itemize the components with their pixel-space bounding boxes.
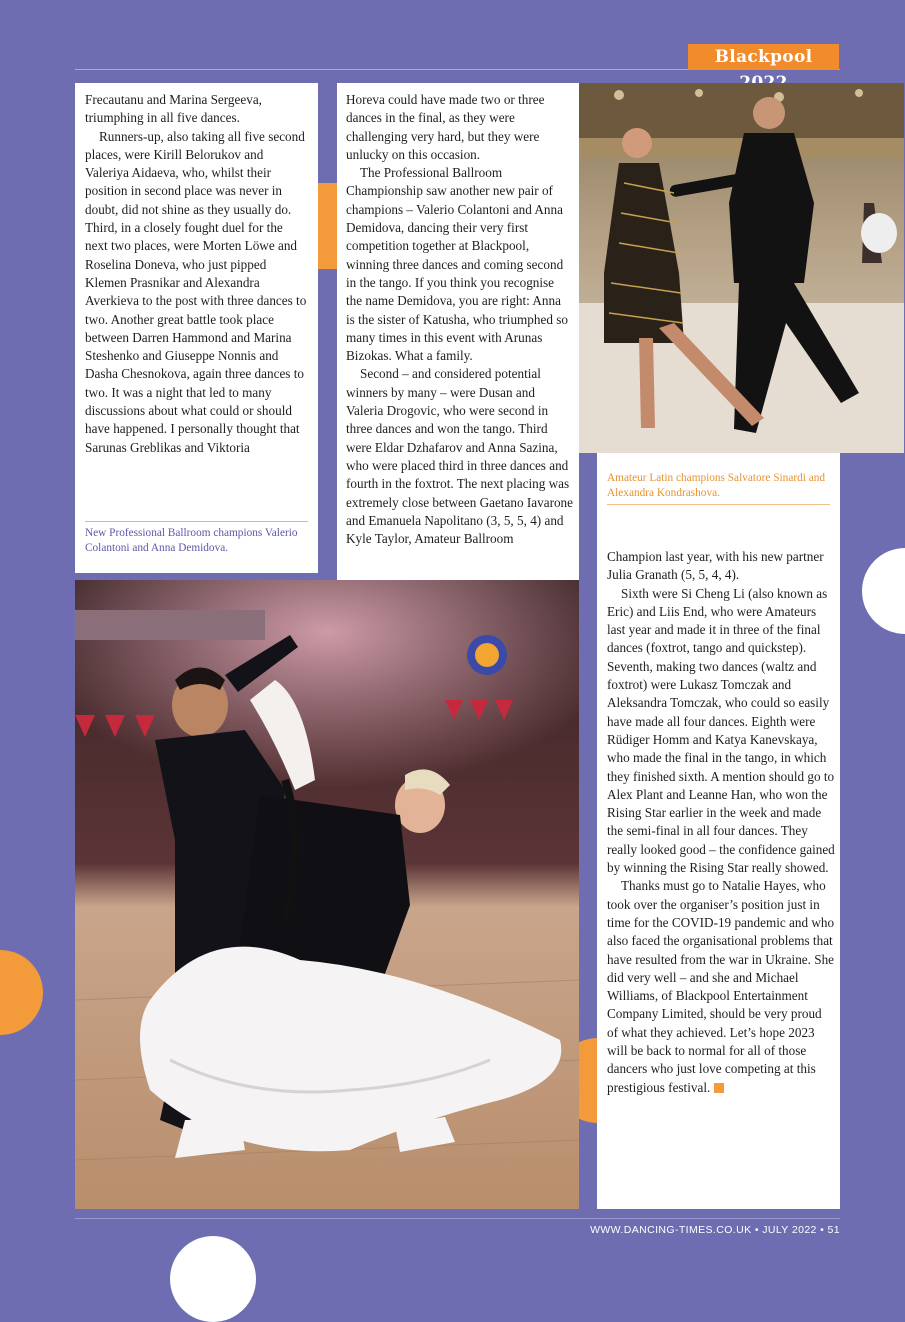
paragraph: Frecautanu and Marina Sergeeva, triumphing in all five dances.: [85, 92, 262, 126]
column-1-box: [75, 83, 318, 573]
ballroom-caption: New Professional Ballroom champions Valerio Colantoni and Anna Demidova.: [85, 527, 298, 554]
paragraph: Champion last year, with his new partner Julia Granath (5, 5, 4, 4).: [607, 549, 824, 583]
white-deco-circle-bottom: [170, 1236, 256, 1322]
paragraph: The Professional Ballroom Championship saw another new pair of champions – Valerio Colantoni and Anna Demidova, dancing their very first competition together at Blackpool, winning three dances and coming second in the tango. If you think you recognise the name Demidova, you are right: Anna is the sister of Katusha, who triumphed so many times in this event with Arunas Bizokas. What a family.: [346, 165, 568, 364]
paragraph: Sixth were Si Cheng Li (also known as Eric) and Liis End, who were Amateurs last year and made it in three of the final dances (foxtrot, tango and quickstep). Seventh, making two dances (waltz and foxtrot) were Lukasz Tomczak and Aleksandra Tomczak, who could so easily have made all four dances. Eighth were Rüdiger Homm and Katya Kanevskaya, who made the final in the tango, in which they finished sixth. A mention should go to Alex Plant and Leanne Han, who won the Rising Star earlier in the week and made the semi-final in all four dances. They really looked good – the confidence gained by winning the Rising Star really showed.: [607, 585, 835, 876]
footer-rule: [75, 1218, 840, 1219]
ballroom-caption-block: [85, 521, 308, 556]
caption-rule: [85, 521, 308, 522]
ballroom-champions-photo: [75, 580, 579, 1209]
section-label: Blackpool: [688, 44, 839, 70]
latin-caption: Amateur Latin champions Salvatore Sinardi and Alexandra Kondrashova.: [607, 472, 826, 499]
article-column-3: [607, 548, 835, 1097]
paragraph: Horeva could have made two or three dances in the final, as they were challenging very hard, but they were unlucky on this occasion.: [346, 92, 545, 162]
article-column-1: [85, 91, 308, 457]
column-3-box: [597, 453, 840, 1209]
end-mark-icon: [714, 1083, 724, 1093]
caption-rule: [607, 504, 830, 505]
white-deco-circle-right: [862, 548, 905, 634]
latin-champions-photo: [579, 83, 904, 453]
paragraph: Runners-up, also taking all five second places, were Kirill Belorukov and Valeriya Aidaeva, who, whilst their position in second place was never in doubt, did not shine as they usually do. Third, in a closely fought duel for the next two places, were Morten Löwe and Roselina Doneva, who just pipped Klemen Prasnikar and Alexandra Averkieva to the post with three dances to two. Another great battle took place between Darren Hammond and Marina Steshenko and Giuseppe Nonnis and Dasha Chesnokova, again three dances to two. It was a night that led to many discussions about what could or should have happened. I personally thought that Sarunas Greblikas and Viktoria: [85, 128, 307, 455]
page-footer: WWW.DANCING-TIMES.CO.UK • JULY 2022 • 51: [590, 1224, 840, 1236]
column-2-box: [337, 83, 579, 631]
latin-caption-block: [607, 471, 830, 505]
paragraph-text: Thanks must go to Natalie Hayes, who took over the organiser’s position just in time for the COVID-19 pandemic and who also faced the organisational problems that have resulted from the war in Ukraine. She did very well – and she and Michael Williams, of Blackpool Entertainment Company Limited, should be very proud of what they achieved. Let’s hope 2023 will be back to normal for all of those dancers who just love competing at this prestigious festival.: [607, 878, 835, 1095]
paragraph: [607, 877, 835, 1097]
orange-deco-circle-left: [0, 950, 43, 1035]
article-column-2: [346, 91, 573, 548]
orange-deco-bar: [316, 183, 338, 269]
paragraph: Second – and considered potential winners by many – were Dusan and Valeria Drogovic, who were second in three dances and won the tango. Third were Eldar Dzhafarov and Anna Sazina, who were placed third in three dances and fourth in the foxtrot. The next placing was extremely close between Gaetano Iavarone and Emanuela Napolitano (3, 5, 5, 4) and Kyle Taylor, Amateur Ballroom: [346, 366, 574, 547]
